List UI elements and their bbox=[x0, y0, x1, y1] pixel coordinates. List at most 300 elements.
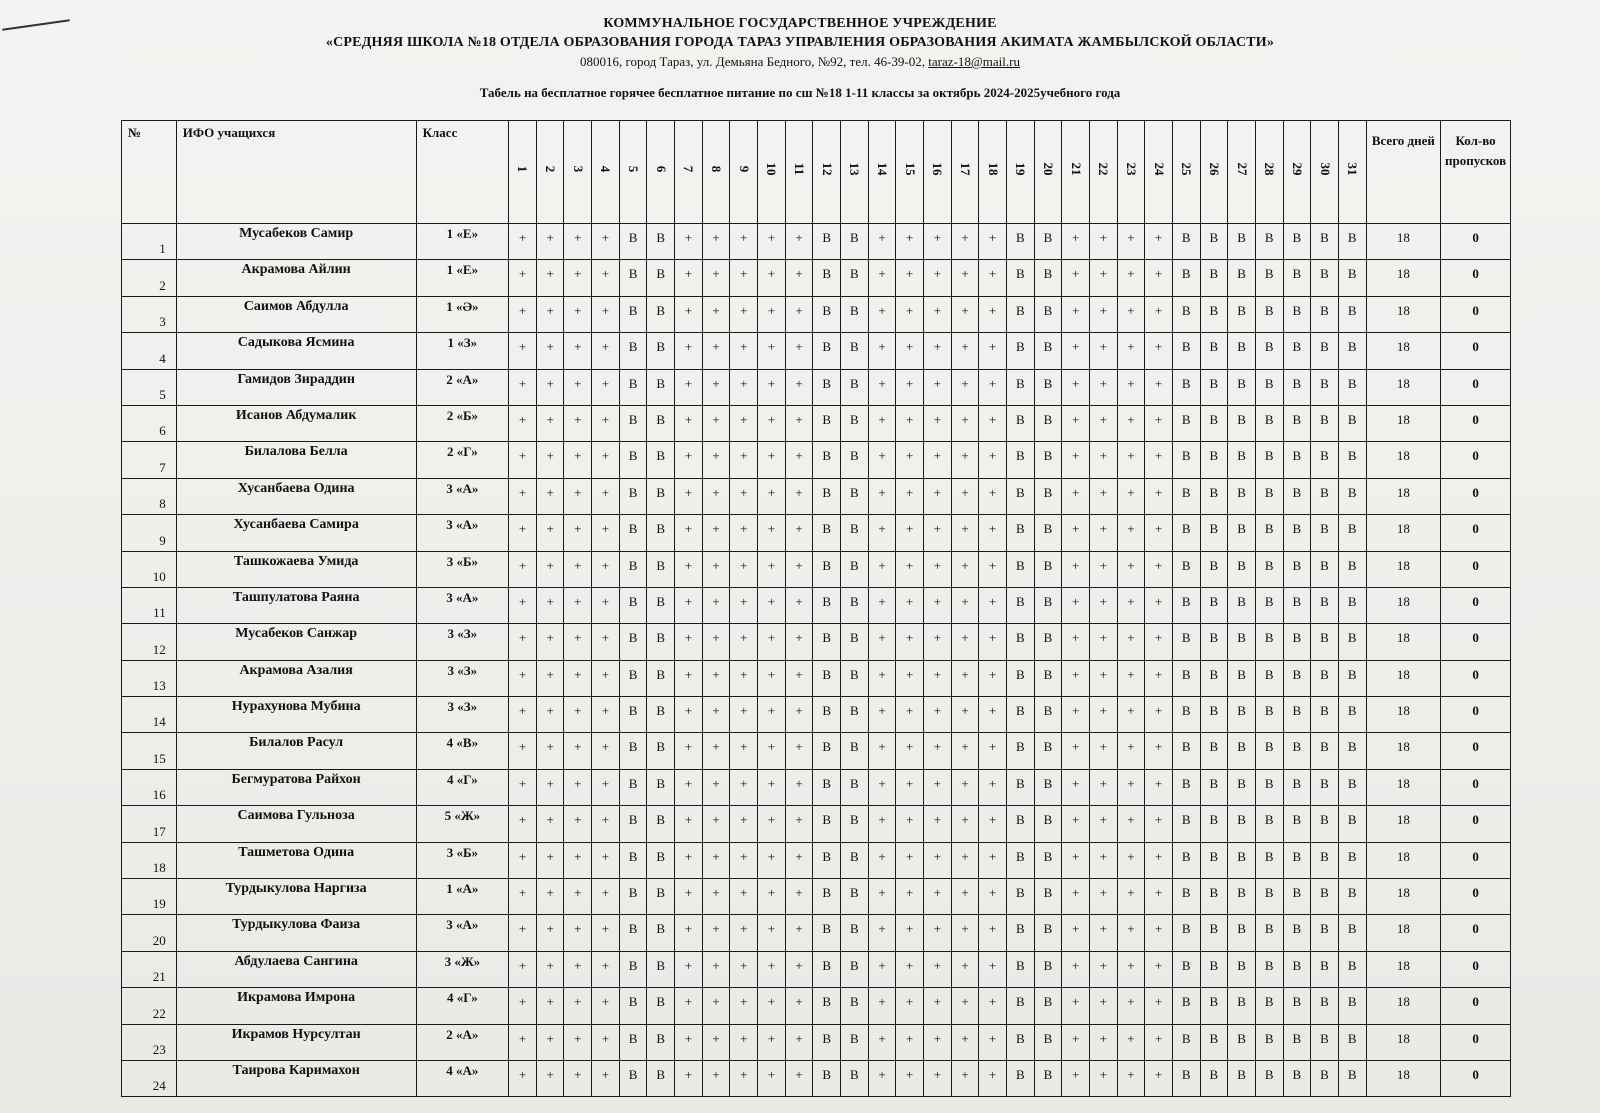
day-mark: + bbox=[785, 660, 813, 696]
day-mark: + bbox=[509, 442, 537, 478]
table-row bbox=[122, 915, 1511, 951]
total-days: 18 bbox=[1366, 478, 1441, 514]
day-mark: + bbox=[979, 915, 1007, 951]
day-mark: + bbox=[592, 369, 620, 405]
day-mark: + bbox=[951, 478, 979, 514]
day-mark: + bbox=[675, 660, 703, 696]
day-mark: + bbox=[896, 369, 924, 405]
student-class: 1 «Ә» bbox=[416, 296, 509, 332]
student-class: 1 «А» bbox=[416, 879, 509, 915]
header-day-label: 25 bbox=[1179, 162, 1195, 176]
day-mark: + bbox=[896, 733, 924, 769]
header-day-label: 27 bbox=[1234, 162, 1250, 176]
total-days: 18 bbox=[1366, 442, 1441, 478]
student-name: Хусанбаева Одина bbox=[176, 478, 416, 514]
day-mark: В bbox=[1228, 915, 1256, 951]
day-mark: + bbox=[592, 915, 620, 951]
total-days: 18 bbox=[1366, 1024, 1441, 1060]
day-mark: + bbox=[730, 733, 758, 769]
day-mark: В bbox=[813, 442, 841, 478]
day-mark: + bbox=[758, 879, 786, 915]
day-mark: + bbox=[924, 660, 952, 696]
day-mark: В bbox=[841, 587, 869, 623]
day-mark: В bbox=[1200, 769, 1228, 805]
row-number: 3 bbox=[122, 296, 177, 332]
day-mark: В bbox=[1311, 442, 1339, 478]
row-number: 15 bbox=[122, 733, 177, 769]
day-mark: + bbox=[1089, 879, 1117, 915]
day-mark: + bbox=[979, 806, 1007, 842]
table-row bbox=[122, 515, 1511, 551]
day-mark: + bbox=[979, 478, 1007, 514]
day-mark: + bbox=[536, 296, 564, 332]
day-mark: + bbox=[509, 879, 537, 915]
day-mark: + bbox=[979, 842, 1007, 878]
day-mark: + bbox=[564, 442, 592, 478]
day-mark: В bbox=[1172, 224, 1200, 260]
day-mark: В bbox=[1338, 660, 1366, 696]
day-mark: В bbox=[1283, 333, 1311, 369]
day-mark: В bbox=[1172, 660, 1200, 696]
day-mark: + bbox=[702, 333, 730, 369]
row-number: 12 bbox=[122, 624, 177, 660]
day-mark: + bbox=[1145, 951, 1173, 987]
day-mark: + bbox=[979, 988, 1007, 1024]
day-mark: + bbox=[896, 879, 924, 915]
day-mark: + bbox=[1145, 988, 1173, 1024]
day-mark: + bbox=[536, 1024, 564, 1060]
day-mark: + bbox=[785, 405, 813, 441]
table-row bbox=[122, 988, 1511, 1024]
header-day-label: 26 bbox=[1206, 162, 1222, 176]
day-mark: + bbox=[896, 988, 924, 1024]
day-mark: + bbox=[868, 879, 896, 915]
day-mark: + bbox=[675, 624, 703, 660]
day-mark: + bbox=[592, 224, 620, 260]
day-mark: + bbox=[979, 624, 1007, 660]
day-mark: + bbox=[785, 697, 813, 733]
day-mark: В bbox=[1255, 769, 1283, 805]
day-mark: + bbox=[592, 296, 620, 332]
attendance-table-wrap bbox=[121, 120, 1511, 1097]
day-mark: В bbox=[1255, 879, 1283, 915]
day-mark: В bbox=[1311, 333, 1339, 369]
day-mark: В bbox=[1172, 587, 1200, 623]
missed-count: 0 bbox=[1441, 988, 1511, 1024]
day-mark: + bbox=[702, 551, 730, 587]
missed-count: 0 bbox=[1441, 842, 1511, 878]
day-mark: + bbox=[536, 915, 564, 951]
day-mark: + bbox=[979, 697, 1007, 733]
header-day-label: 18 bbox=[985, 162, 1001, 176]
day-mark: В bbox=[1006, 405, 1034, 441]
day-mark: В bbox=[1034, 333, 1062, 369]
day-mark: В bbox=[1283, 915, 1311, 951]
day-mark: + bbox=[868, 1060, 896, 1096]
day-mark: В bbox=[1200, 296, 1228, 332]
day-mark: В bbox=[1311, 478, 1339, 514]
day-mark: + bbox=[564, 405, 592, 441]
day-mark: В bbox=[813, 660, 841, 696]
day-mark: В bbox=[1228, 951, 1256, 987]
day-mark: + bbox=[1145, 915, 1173, 951]
day-mark: + bbox=[564, 733, 592, 769]
header-day-label: 19 bbox=[1013, 162, 1029, 176]
day-mark: + bbox=[785, 442, 813, 478]
total-days: 18 bbox=[1366, 988, 1441, 1024]
day-mark: + bbox=[868, 806, 896, 842]
day-mark: + bbox=[979, 879, 1007, 915]
day-mark: + bbox=[536, 951, 564, 987]
header-day bbox=[896, 121, 924, 224]
day-mark: В bbox=[1034, 478, 1062, 514]
day-mark: В bbox=[1338, 333, 1366, 369]
day-mark: В bbox=[619, 624, 647, 660]
total-days: 18 bbox=[1366, 842, 1441, 878]
day-mark: + bbox=[730, 224, 758, 260]
day-mark: В bbox=[1034, 369, 1062, 405]
header-day-label: 20 bbox=[1040, 162, 1056, 176]
day-mark: + bbox=[730, 405, 758, 441]
day-mark: В bbox=[619, 333, 647, 369]
day-mark: + bbox=[1062, 915, 1090, 951]
day-mark: + bbox=[675, 369, 703, 405]
header-day-label: 12 bbox=[819, 162, 835, 176]
table-row bbox=[122, 842, 1511, 878]
day-mark: + bbox=[564, 806, 592, 842]
day-mark: + bbox=[536, 260, 564, 296]
day-mark: + bbox=[1145, 806, 1173, 842]
day-mark: + bbox=[1145, 515, 1173, 551]
day-mark: + bbox=[1089, 260, 1117, 296]
day-mark: + bbox=[896, 333, 924, 369]
day-mark: В bbox=[647, 296, 675, 332]
day-mark: + bbox=[1145, 478, 1173, 514]
total-days: 18 bbox=[1366, 260, 1441, 296]
day-mark: В bbox=[1311, 697, 1339, 733]
day-mark: + bbox=[1145, 1060, 1173, 1096]
day-mark: В bbox=[1311, 624, 1339, 660]
day-mark: В bbox=[647, 551, 675, 587]
day-mark: + bbox=[1117, 951, 1145, 987]
day-mark: В bbox=[1006, 478, 1034, 514]
missed-count: 0 bbox=[1441, 296, 1511, 332]
day-mark: В bbox=[1034, 769, 1062, 805]
day-mark: В bbox=[1006, 769, 1034, 805]
day-mark: + bbox=[758, 915, 786, 951]
day-mark: В bbox=[1006, 442, 1034, 478]
day-mark: + bbox=[1117, 551, 1145, 587]
day-mark: + bbox=[785, 333, 813, 369]
table-row bbox=[122, 224, 1511, 260]
total-days: 18 bbox=[1366, 587, 1441, 623]
header-day-label: 14 bbox=[875, 162, 891, 176]
day-mark: В bbox=[647, 587, 675, 623]
total-days: 18 bbox=[1366, 224, 1441, 260]
day-mark: + bbox=[509, 624, 537, 660]
day-mark: + bbox=[924, 806, 952, 842]
day-mark: + bbox=[896, 806, 924, 842]
day-mark: + bbox=[758, 260, 786, 296]
day-mark: + bbox=[1117, 260, 1145, 296]
student-name: Таирова Каримахон bbox=[176, 1060, 416, 1096]
day-mark: + bbox=[1117, 442, 1145, 478]
day-mark: В bbox=[813, 915, 841, 951]
day-mark: В bbox=[1034, 1024, 1062, 1060]
day-mark: + bbox=[896, 697, 924, 733]
day-mark: В bbox=[1006, 806, 1034, 842]
day-mark: В bbox=[813, 405, 841, 441]
day-mark: + bbox=[536, 697, 564, 733]
day-mark: В bbox=[1006, 733, 1034, 769]
missed-count: 0 bbox=[1441, 333, 1511, 369]
day-mark: В bbox=[813, 296, 841, 332]
header-day-label: 3 bbox=[570, 165, 586, 173]
total-days: 18 bbox=[1366, 806, 1441, 842]
day-mark: + bbox=[1062, 697, 1090, 733]
day-mark: + bbox=[924, 697, 952, 733]
day-mark: + bbox=[979, 224, 1007, 260]
day-mark: В bbox=[1338, 551, 1366, 587]
missed-count: 0 bbox=[1441, 879, 1511, 915]
day-mark: + bbox=[702, 405, 730, 441]
day-mark: + bbox=[1117, 915, 1145, 951]
day-mark: В bbox=[841, 624, 869, 660]
day-mark: В bbox=[1172, 515, 1200, 551]
day-mark: В bbox=[1228, 224, 1256, 260]
day-mark: + bbox=[979, 296, 1007, 332]
missed-count: 0 bbox=[1441, 806, 1511, 842]
day-mark: В bbox=[1283, 769, 1311, 805]
day-mark: + bbox=[1145, 879, 1173, 915]
day-mark: + bbox=[1145, 551, 1173, 587]
day-mark: В bbox=[647, 660, 675, 696]
document-title: Табель на бесплатное горячее бесплатное питание по сш №18 1-11 классы за октябрь 2024-2025учебного года bbox=[479, 85, 1121, 100]
row-number: 21 bbox=[122, 951, 177, 987]
day-mark: + bbox=[1117, 224, 1145, 260]
day-mark: + bbox=[1062, 369, 1090, 405]
day-mark: + bbox=[924, 1024, 952, 1060]
day-mark: В bbox=[1338, 515, 1366, 551]
header-address: 080016, город Тараз, ул. Демьяна Бедного, №92, тел. 46-39-02, bbox=[579, 54, 925, 69]
student-class: 4 «Г» bbox=[416, 988, 509, 1024]
day-mark: + bbox=[758, 988, 786, 1024]
day-mark: + bbox=[896, 551, 924, 587]
day-mark: + bbox=[536, 551, 564, 587]
day-mark: В bbox=[841, 260, 869, 296]
day-mark: + bbox=[702, 587, 730, 623]
day-mark: + bbox=[868, 587, 896, 623]
day-mark: В bbox=[1283, 551, 1311, 587]
day-mark: В bbox=[841, 442, 869, 478]
header-day bbox=[564, 121, 592, 224]
day-mark: + bbox=[1089, 587, 1117, 623]
day-mark: + bbox=[509, 915, 537, 951]
day-mark: В bbox=[1255, 988, 1283, 1024]
day-mark: + bbox=[564, 915, 592, 951]
missed-count: 0 bbox=[1441, 769, 1511, 805]
header-day bbox=[785, 121, 813, 224]
student-name: Саимов Абдулла bbox=[176, 296, 416, 332]
day-mark: + bbox=[592, 405, 620, 441]
day-mark: В bbox=[1283, 587, 1311, 623]
day-mark: В bbox=[1006, 515, 1034, 551]
day-mark: + bbox=[1089, 988, 1117, 1024]
day-mark: В bbox=[1006, 915, 1034, 951]
day-mark: + bbox=[702, 296, 730, 332]
day-mark: В bbox=[1228, 1024, 1256, 1060]
day-mark: В bbox=[1034, 515, 1062, 551]
day-mark: + bbox=[564, 296, 592, 332]
day-mark: В bbox=[841, 296, 869, 332]
day-mark: + bbox=[509, 260, 537, 296]
day-mark: + bbox=[785, 915, 813, 951]
day-mark: В bbox=[1311, 769, 1339, 805]
day-mark: + bbox=[896, 660, 924, 696]
day-mark: + bbox=[1089, 333, 1117, 369]
student-name: Акрамова Азалия bbox=[176, 660, 416, 696]
day-mark: В bbox=[1200, 1024, 1228, 1060]
day-mark: В bbox=[1228, 296, 1256, 332]
day-mark: + bbox=[592, 879, 620, 915]
day-mark: В bbox=[1200, 697, 1228, 733]
day-mark: + bbox=[1117, 1024, 1145, 1060]
day-mark: + bbox=[896, 915, 924, 951]
table-row bbox=[122, 296, 1511, 332]
student-name: Акрамова Айлин bbox=[176, 260, 416, 296]
day-mark: + bbox=[730, 260, 758, 296]
day-mark: В bbox=[841, 769, 869, 805]
day-mark: + bbox=[1062, 405, 1090, 441]
day-mark: В bbox=[1311, 1024, 1339, 1060]
day-mark: + bbox=[924, 224, 952, 260]
day-mark: В bbox=[813, 951, 841, 987]
day-mark: + bbox=[1145, 697, 1173, 733]
day-mark: В bbox=[1338, 988, 1366, 1024]
student-class: 3 «Б» bbox=[416, 842, 509, 878]
day-mark: В bbox=[1311, 369, 1339, 405]
day-mark: + bbox=[896, 1024, 924, 1060]
day-mark: + bbox=[1089, 515, 1117, 551]
student-name: Икрамова Имрона bbox=[176, 988, 416, 1024]
day-mark: В bbox=[1255, 951, 1283, 987]
day-mark: В bbox=[841, 842, 869, 878]
day-mark: В bbox=[619, 1060, 647, 1096]
day-mark: В bbox=[1283, 369, 1311, 405]
day-mark: В bbox=[841, 806, 869, 842]
day-mark: В bbox=[1283, 442, 1311, 478]
day-mark: + bbox=[951, 624, 979, 660]
day-mark: + bbox=[951, 1024, 979, 1060]
day-mark: + bbox=[702, 733, 730, 769]
day-mark: + bbox=[675, 405, 703, 441]
day-mark: В bbox=[813, 988, 841, 1024]
day-mark: В bbox=[1311, 587, 1339, 623]
day-mark: + bbox=[536, 515, 564, 551]
day-mark: + bbox=[951, 806, 979, 842]
day-mark: В bbox=[1034, 260, 1062, 296]
day-mark: + bbox=[896, 405, 924, 441]
student-class: 3 «З» bbox=[416, 697, 509, 733]
day-mark: + bbox=[675, 697, 703, 733]
day-mark: В bbox=[1255, 260, 1283, 296]
day-mark: В bbox=[1006, 842, 1034, 878]
day-mark: В bbox=[647, 405, 675, 441]
day-mark: + bbox=[509, 515, 537, 551]
day-mark: + bbox=[785, 478, 813, 514]
header-email: taraz-18@mail.ru bbox=[928, 54, 1020, 69]
header-day bbox=[619, 121, 647, 224]
student-name: Нурахунова Мубина bbox=[176, 697, 416, 733]
day-mark: + bbox=[924, 624, 952, 660]
day-mark: + bbox=[592, 515, 620, 551]
day-mark: + bbox=[868, 296, 896, 332]
day-mark: + bbox=[979, 515, 1007, 551]
day-mark: + bbox=[564, 624, 592, 660]
student-class: 1 «З» bbox=[416, 333, 509, 369]
header-day-label: 11 bbox=[792, 162, 808, 176]
day-mark: В bbox=[1283, 806, 1311, 842]
day-mark: + bbox=[730, 1024, 758, 1060]
day-mark: В bbox=[1311, 260, 1339, 296]
row-number: 6 bbox=[122, 405, 177, 441]
day-mark: + bbox=[592, 951, 620, 987]
day-mark: + bbox=[758, 806, 786, 842]
day-mark: + bbox=[785, 551, 813, 587]
day-mark: + bbox=[1089, 806, 1117, 842]
day-mark: + bbox=[592, 733, 620, 769]
day-mark: + bbox=[924, 369, 952, 405]
header-day-label: 6 bbox=[653, 165, 669, 173]
day-mark: + bbox=[1117, 879, 1145, 915]
day-mark: + bbox=[509, 224, 537, 260]
day-mark: В bbox=[1255, 587, 1283, 623]
day-mark: В bbox=[647, 769, 675, 805]
day-mark: + bbox=[536, 442, 564, 478]
day-mark: В bbox=[1200, 224, 1228, 260]
day-mark: + bbox=[758, 1024, 786, 1060]
day-mark: + bbox=[979, 405, 1007, 441]
day-mark: + bbox=[675, 551, 703, 587]
day-mark: + bbox=[758, 624, 786, 660]
day-mark: + bbox=[509, 369, 537, 405]
day-mark: + bbox=[592, 1024, 620, 1060]
day-mark: + bbox=[758, 733, 786, 769]
day-mark: + bbox=[702, 697, 730, 733]
day-mark: + bbox=[509, 296, 537, 332]
header-day-label: 8 bbox=[709, 165, 725, 173]
table-row bbox=[122, 624, 1511, 660]
day-mark: В bbox=[1228, 405, 1256, 441]
day-mark: В bbox=[1311, 296, 1339, 332]
day-mark: + bbox=[536, 624, 564, 660]
day-mark: В bbox=[813, 369, 841, 405]
header-missed-count: Кол-во пропусков bbox=[1441, 121, 1511, 224]
day-mark: В bbox=[1311, 842, 1339, 878]
day-mark: + bbox=[924, 260, 952, 296]
day-mark: В bbox=[1255, 296, 1283, 332]
day-mark: + bbox=[1089, 296, 1117, 332]
day-mark: В bbox=[1228, 515, 1256, 551]
day-mark: В bbox=[647, 224, 675, 260]
day-mark: + bbox=[564, 587, 592, 623]
table-row bbox=[122, 806, 1511, 842]
day-mark: В bbox=[841, 405, 869, 441]
day-mark: + bbox=[564, 1060, 592, 1096]
day-mark: + bbox=[1062, 988, 1090, 1024]
day-mark: В bbox=[1338, 769, 1366, 805]
day-mark: + bbox=[1062, 624, 1090, 660]
